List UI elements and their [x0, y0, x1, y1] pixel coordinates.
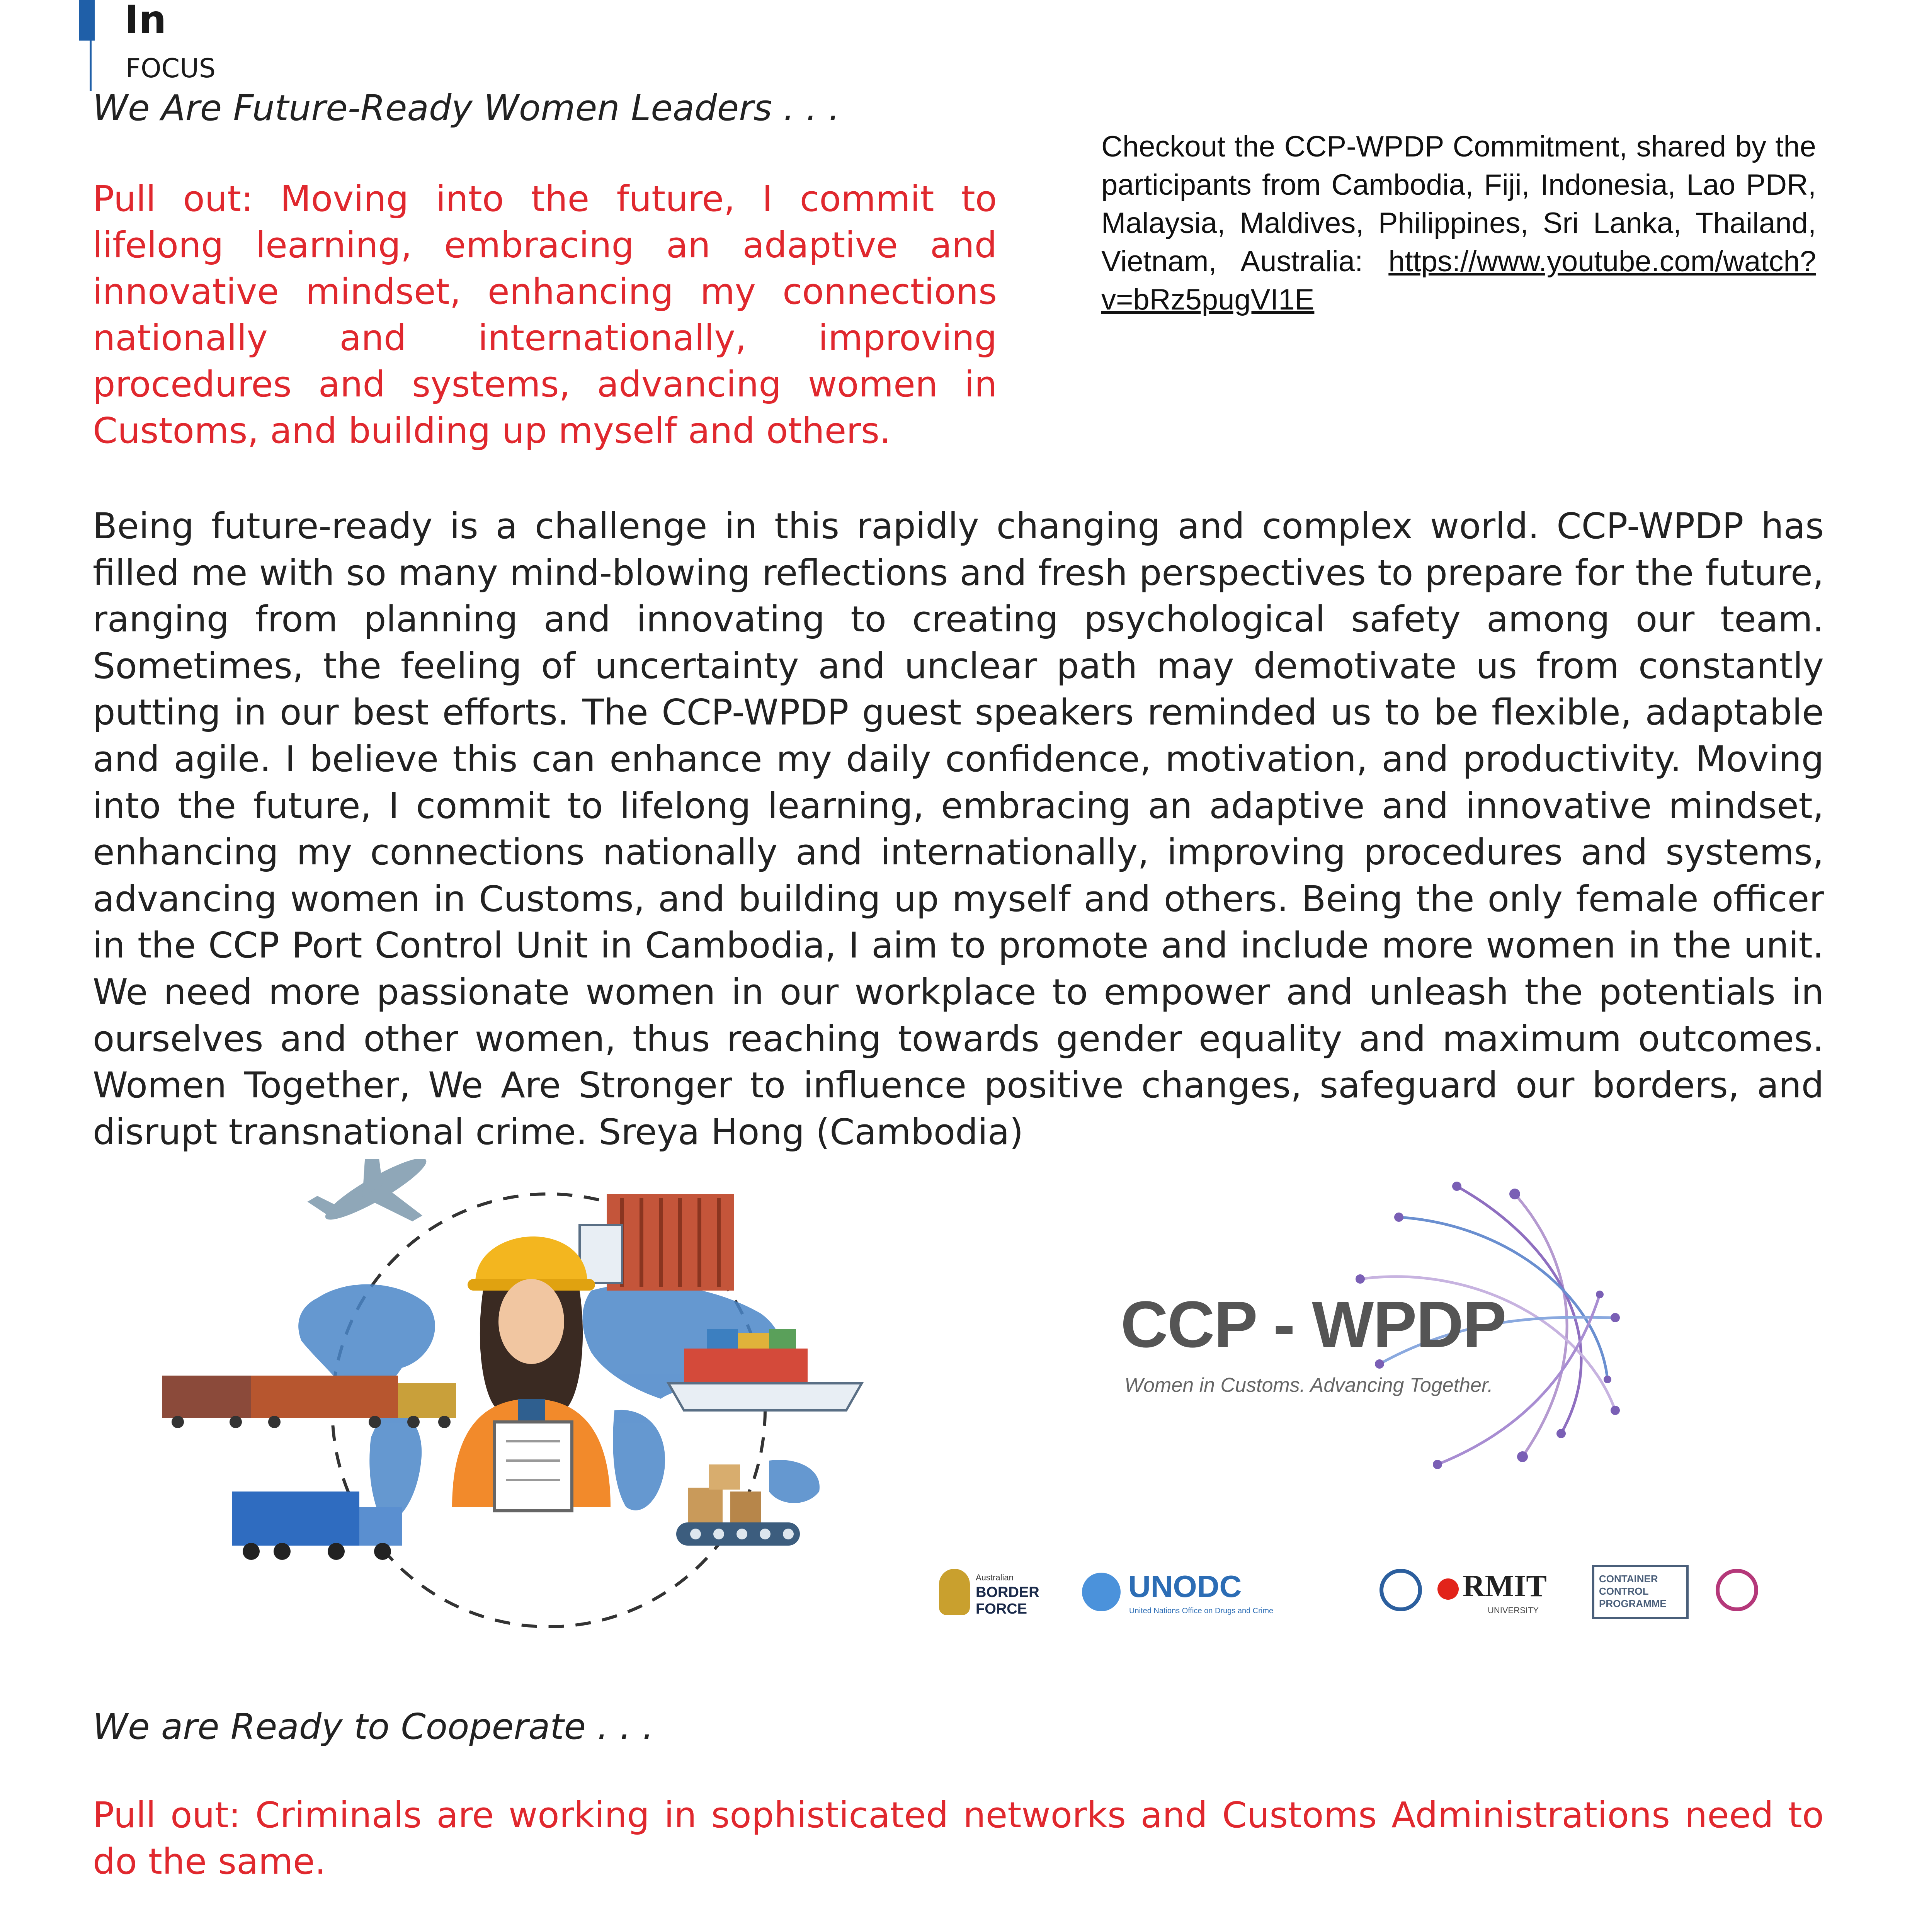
unodc-label: UNODC [1128, 1569, 1242, 1604]
sidebar-text: Checkout the CCP-WPDP Commitment, shared by the participants from Cambodia, Fiji, Indonesia, Lao PDR, Malaysia, Maldives, Philippines, Sri Lanka, Thailand, Vietnam, Australia: [1101, 130, 1816, 278]
header-accent-line [90, 39, 92, 91]
border-force-small: Australian [976, 1573, 1014, 1582]
women-symbol-icon [1716, 1569, 1758, 1611]
article2-pullout: Pull out: Criminals are working in sophisticated networks and Customs Administrations need to do the same. [93, 1794, 1824, 1882]
rmit-label: RMIT [1463, 1569, 1547, 1603]
partner-unodc [1082, 1565, 1314, 1623]
wco-emblem-icon [1379, 1569, 1422, 1611]
unodc-sub: United Nations Office on Drugs and Crime [1129, 1607, 1274, 1615]
article1-body: Being future-ready is a challenge in this rapidly changing and complex world. CCP-WPDP has filled me with so many mind-blowing reflections and fresh perspectives to prepare for the future, ranging from planning and innovating to creating psychological safety among our team. Sometimes, the feeling of uncertainty and unclear path may demotivate us from constantly putting in our best efforts. The CCP-WPDP guest speakers reminded us to be flexible, adaptable and agile. I believe this can enhance my daily confidence, motivation, and productivity. Moving into the future, I commit to lifelong learning, embracing an adaptive and innovative mindset, enhancing my connections nationally and internationally, improving procedures and systems, advancing women in Customs, and building up myself and others. Being the only female officer in the CCP Port Control Unit in Cambodia, I aim to promote and include more women in the unit. We need more passionate women in our workplace to empower and unleash the potentials in ourselves and other women, thus reaching towards gender equality and maximum outcomes. Women Together, We Are Stronger to influence positive changes, safeguard our borders, and disrupt transnational crime. Sreya Hong (Cambodia) [93, 505, 1824, 1153]
partner-border-force [939, 1565, 1047, 1623]
article2-title: We are Ready to Cooperate . . . [93, 1706, 654, 1747]
article1-title: We Are Future-Ready Women Leaders . . . [93, 87, 840, 129]
youtube-link[interactable]: https://www.youtube.com/watch?v=bRz5pugVI1E [1101, 245, 1816, 316]
logistics-illustration [135, 1159, 966, 1642]
rmit-sub: UNIVERSITY [1488, 1605, 1539, 1615]
rmit-dot-icon [1437, 1578, 1459, 1600]
border-force-crest-icon [939, 1569, 970, 1615]
logo-tagline: Women in Customs. Advancing Together. [1124, 1374, 1493, 1396]
partner-rmit [1437, 1565, 1569, 1623]
article1-pullout: Pull out: Moving into the future, I commit to lifelong learning, embracing an adaptive and innovative mindset, enhancing my connections nationally and internationally, improving procedures and systems, advancing women in Customs, and building up myself and others. [93, 178, 997, 451]
section-subtitle: FOCUS [126, 53, 216, 84]
header-accent-bar [79, 0, 95, 41]
ccp-wpdp-logo-block [935, 1163, 1766, 1665]
section-title: In [124, 0, 167, 42]
partner-ccp [1592, 1565, 1689, 1619]
sidebar-callout [1101, 128, 1816, 319]
border-force-label: BORDER FORCE [976, 1584, 1039, 1617]
un-emblem-icon [1082, 1573, 1121, 1611]
logo-name: CCP - WPDP [1121, 1288, 1506, 1361]
ccp-label: CONTAINER CONTROL PROGRAMME [1599, 1573, 1667, 1609]
